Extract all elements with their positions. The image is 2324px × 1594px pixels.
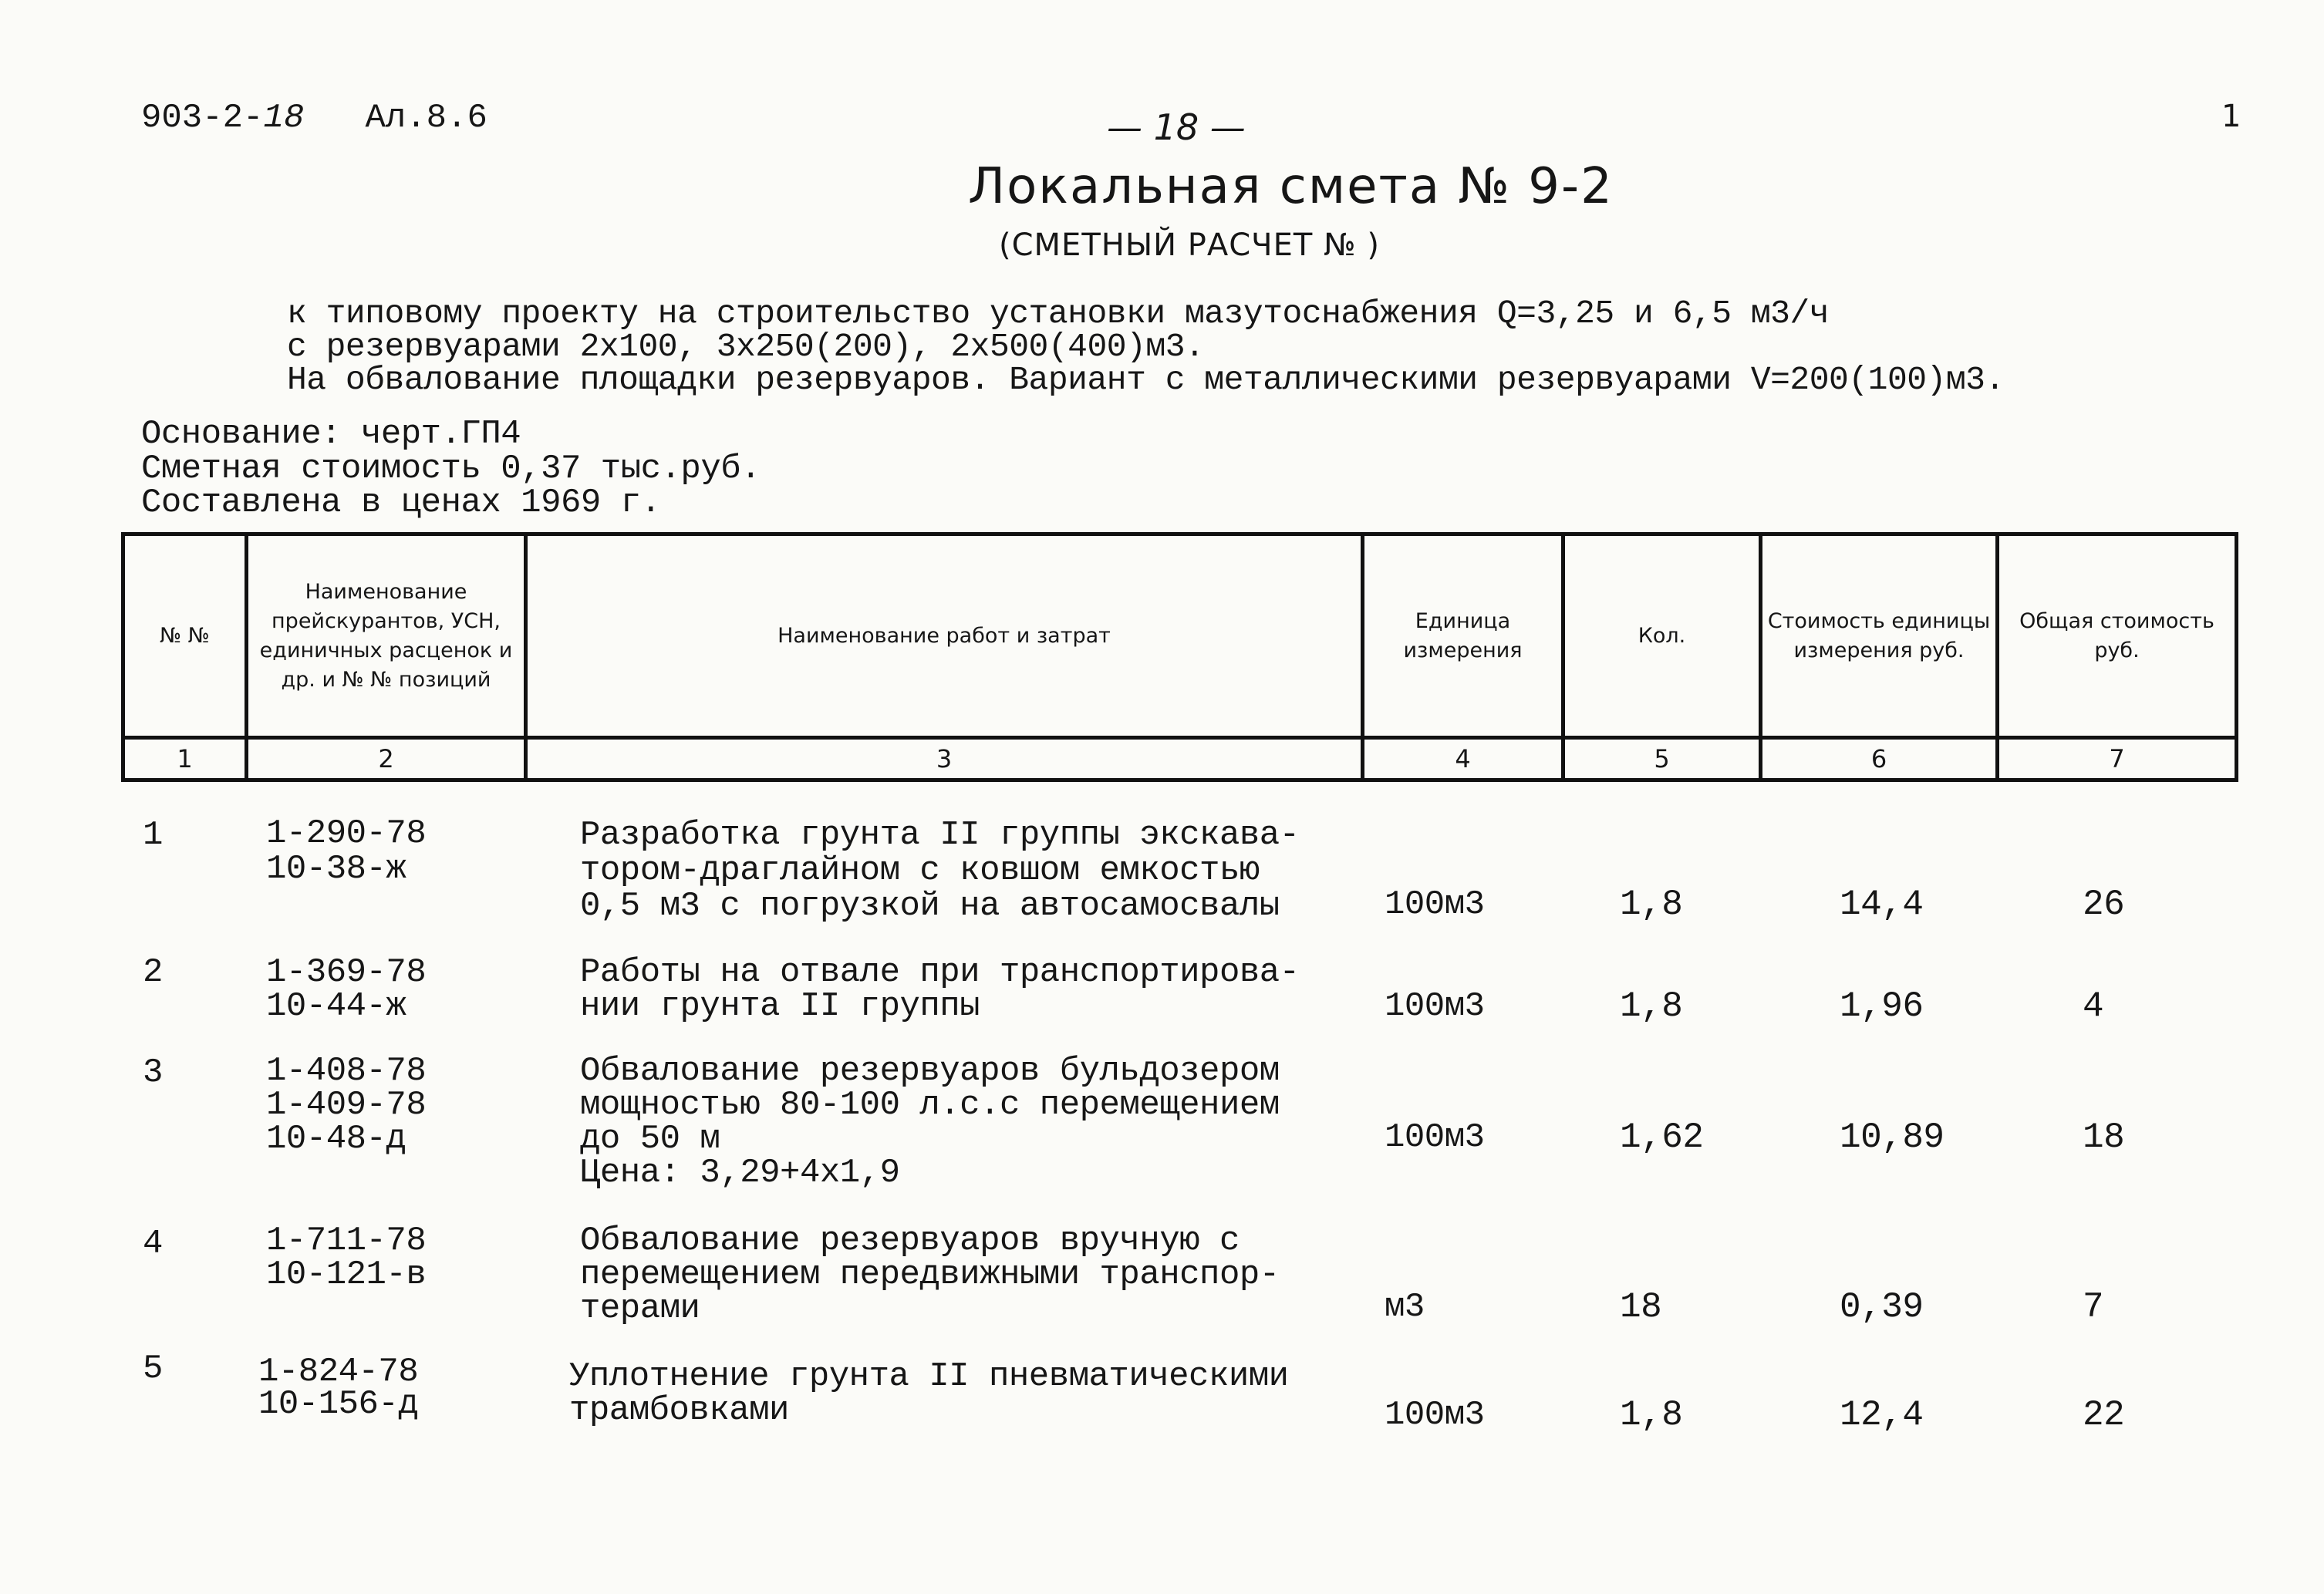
page-title: Локальная смета № 9-2 xyxy=(968,158,1614,215)
quantity-value: 1,62 xyxy=(1620,1117,1704,1158)
price-year-line: Составлена в ценах 1969 г. xyxy=(141,484,661,522)
row-number: 4 xyxy=(143,1225,163,1263)
work-description: Разработка грунта II группы экскава- xyxy=(580,816,1300,854)
unit-value: 100м3 xyxy=(1385,987,1485,1026)
column-number: 6 xyxy=(1761,738,1998,780)
price-code: 1-408-78 xyxy=(266,1052,427,1090)
work-description: 0,5 м3 с погрузкой на автосамосвалы xyxy=(580,887,1280,925)
price-code: 1-409-78 xyxy=(266,1086,427,1124)
row-number: 2 xyxy=(143,953,163,992)
column-number: 5 xyxy=(1563,738,1761,780)
intro-line: На обвалование площадки резервуаров. Вариант с металлическими резервуарами V=200(100)м3. xyxy=(287,361,2005,399)
work-description: нии грунта II группы xyxy=(580,987,980,1026)
intro-line: к типовому проекту на строительство установки мазутоснабжения Q=3,25 и 6,5 м3/ч xyxy=(287,295,1830,332)
work-description: Обвалование резервуаров вручную с xyxy=(580,1222,1240,1260)
row-number: 1 xyxy=(143,816,163,854)
estimate-header-table xyxy=(121,532,2238,782)
work-description: Цена: 3,29+4х1,9 xyxy=(580,1154,900,1192)
document-code-number: 18 xyxy=(263,99,305,137)
unit-value: 100м3 xyxy=(1385,1396,1485,1434)
price-code: 1-824-78 xyxy=(258,1353,419,1391)
row-number: 3 xyxy=(143,1053,163,1092)
row-number: 5 xyxy=(143,1350,163,1388)
work-description: тором-драглайном с ковшом емкостью xyxy=(580,851,1260,890)
work-description: мощностью 80-100 л.с.с перемещением xyxy=(580,1086,1280,1124)
work-description: до 50 м xyxy=(580,1120,720,1158)
document-code-prefix: 903-2- xyxy=(141,99,264,137)
total-cost-value: 18 xyxy=(2083,1117,2125,1158)
total-cost-value: 7 xyxy=(2083,1287,2104,1327)
quantity-value: 18 xyxy=(1620,1287,1662,1327)
unit-value: 100м3 xyxy=(1385,885,1485,924)
price-code: 10-121-в xyxy=(266,1255,427,1294)
column-number: 3 xyxy=(526,738,1363,780)
price-code: 10-156-д xyxy=(258,1385,419,1424)
price-code: 1-711-78 xyxy=(266,1222,427,1260)
quantity-value: 1,8 xyxy=(1620,885,1683,925)
work-description: Обвалование резервуаров бульдозером xyxy=(580,1052,1280,1090)
work-description: перемещением передвижными транспор- xyxy=(580,1255,1280,1294)
unit-value: 100м3 xyxy=(1385,1118,1485,1157)
price-code: 1-290-78 xyxy=(266,814,427,853)
intro-line: с резервуарами 2х100, 3х250(200), 2х500(400)м3. xyxy=(287,328,1205,366)
unit-cost-value: 1,96 xyxy=(1840,986,1924,1026)
column-number: 4 xyxy=(1363,738,1563,780)
total-cost-value: 4 xyxy=(2083,986,2104,1026)
total-cost-value: 22 xyxy=(2083,1395,2125,1435)
header-cell-quantity: Кол. xyxy=(1563,534,1761,738)
header-cell-work-name: Наименование работ и затрат xyxy=(526,534,1363,738)
price-code: 10-38-ж xyxy=(266,850,406,888)
column-number: 2 xyxy=(247,738,526,780)
total-cost-value: 26 xyxy=(2083,885,2125,925)
work-description: терами xyxy=(580,1289,700,1328)
header-cell-unit-cost: Стоимость единицы измерения руб. xyxy=(1761,534,1998,738)
unit-cost-value: 14,4 xyxy=(1840,885,1924,925)
page-number: — 18 — xyxy=(1107,106,1246,148)
quantity-value: 1,8 xyxy=(1620,1395,1683,1435)
column-number: 7 xyxy=(1998,738,2237,780)
unit-cost-value: 10,89 xyxy=(1840,1117,1945,1158)
work-description: трамбовками xyxy=(569,1391,789,1430)
unit-cost-value: 12,4 xyxy=(1840,1395,1924,1435)
price-code: 10-48-д xyxy=(266,1120,406,1158)
work-description: Уплотнение грунта II пневматическими xyxy=(569,1357,1289,1396)
header-cell-number: № № xyxy=(123,534,247,738)
work-description: Работы на отвале при транспортирова- xyxy=(580,953,1300,992)
corner-mark: 1 xyxy=(2221,99,2241,134)
header-cell-unit: Единица измерения xyxy=(1363,534,1563,738)
basis-line: Основание: черт.ГП4 xyxy=(141,415,521,453)
price-code: 1-369-78 xyxy=(266,953,427,992)
page-subtitle: (СМЕТНЫЙ РАСЧЕТ № ) xyxy=(999,227,1380,263)
document-code xyxy=(141,99,487,137)
unit-value: м3 xyxy=(1385,1288,1425,1326)
price-code: 10-44-ж xyxy=(266,987,406,1026)
column-number: 1 xyxy=(123,738,247,780)
estimated-cost-line: Сметная стоимость 0,37 тыс.руб. xyxy=(141,450,761,488)
quantity-value: 1,8 xyxy=(1620,986,1683,1026)
header-cell-total-cost: Общая стоимость руб. xyxy=(1998,534,2237,738)
header-cell-price-list: Наименование прейскурантов, УСН, единичных расценок и др. и № № позиций xyxy=(247,534,526,738)
unit-cost-value: 0,39 xyxy=(1840,1287,1924,1327)
album-number: Ал.8.6 xyxy=(365,99,487,137)
